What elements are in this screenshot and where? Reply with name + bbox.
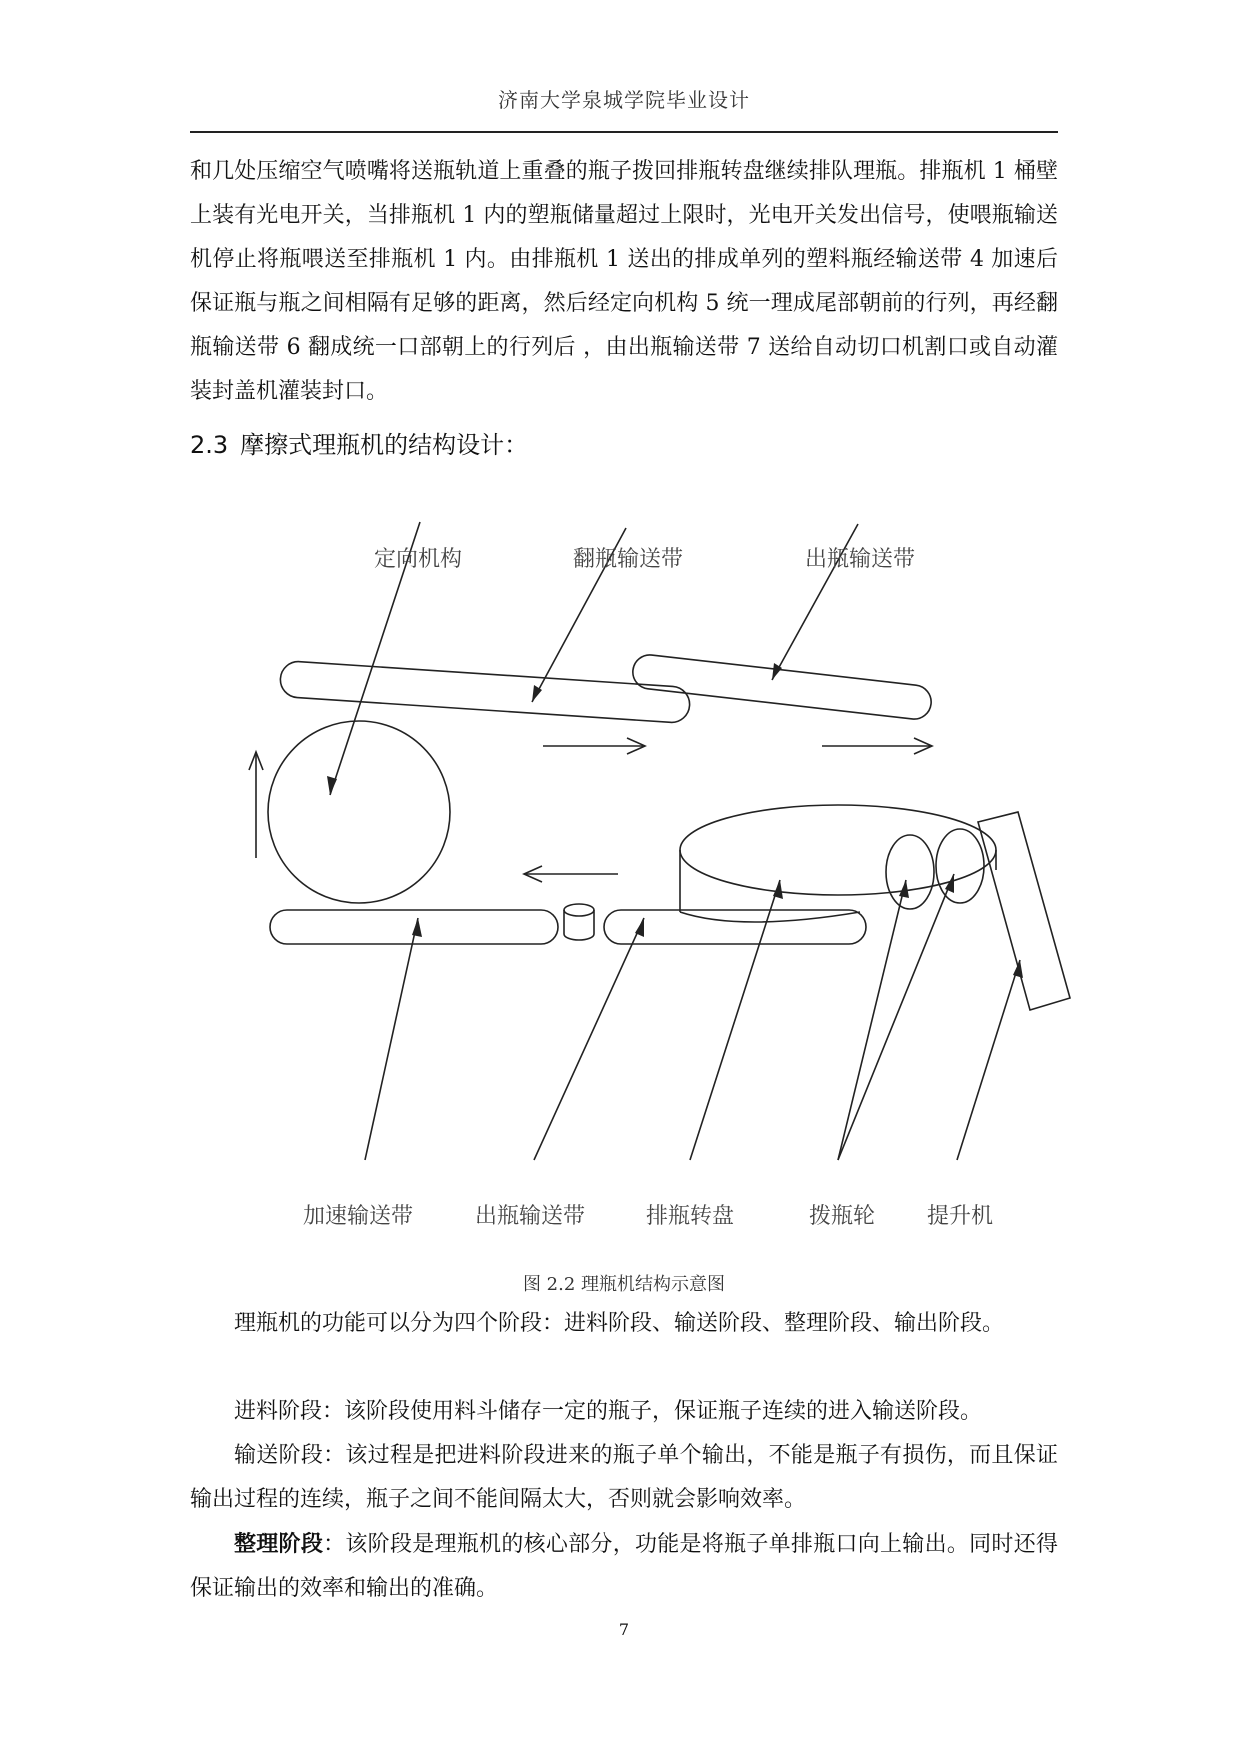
paragraph-feed-stage: 进料阶段：该阶段使用料斗储存一定的瓶子，保证瓶子连续的进入输送阶段。 [234, 1399, 983, 1424]
direction-arrow-up [249, 752, 263, 858]
paragraph-convey-stage: 输送阶段：该过程是把进料阶段进来的瓶子单个输出，不能是瓶子有损伤，而且保证输出过程的连续，瓶子之间不能间隔太大，否则就会影响效率。 [190, 1443, 1058, 1512]
leader-line-dial-wheel-1 [838, 880, 906, 1160]
figure-caption: 图 2.2 理瓶机结构示意图 [522, 1274, 726, 1295]
arrowhead-accel [412, 918, 422, 937]
label-lifter: 提升机 [926, 1204, 994, 1229]
leader-line-output-bottom [534, 918, 644, 1160]
direction-arrow-right-1 [543, 738, 645, 754]
arrange-stage-term: 整理阶段 [234, 1531, 324, 1557]
bottle-shape [564, 904, 594, 940]
arrowhead-lifter [1013, 960, 1023, 978]
leader-line-lifter [957, 960, 1020, 1160]
label-dial-wheel: 拨瓶轮 [808, 1204, 876, 1229]
lifter-shape [978, 812, 1070, 1010]
direction-arrow-right-2 [822, 738, 932, 754]
arrowhead-dial-wheel-1 [899, 880, 909, 898]
paragraph-arrange-stage [190, 1522, 1058, 1611]
leader-line-dial-wheel-2 [838, 874, 954, 1160]
label-output-conveyor-bottom: 出瓶输送带 [474, 1204, 586, 1229]
orientation-mechanism-shape [268, 721, 450, 903]
label-orientation: 定向机构 [373, 547, 463, 572]
label-turntable: 排瓶转盘 [645, 1204, 735, 1229]
page-header-title: 济南大学泉城学院毕业设计 [498, 88, 750, 112]
paragraph-stages: 理瓶机的功能可以分为四个阶段：进料阶段、输送阶段、整理阶段、输出阶段。 [234, 1311, 1005, 1336]
page-number: 7 [618, 1620, 630, 1639]
direction-arrow-left [524, 866, 618, 882]
flip-conveyor-shape [279, 660, 690, 723]
arrowhead-orientation [327, 776, 337, 795]
label-flip-conveyor: 翻瓶输送带 [572, 547, 684, 572]
turntable-shape [680, 805, 996, 922]
leader-line-accel [365, 918, 418, 1160]
arrowhead-turntable [773, 880, 783, 899]
dial-wheel-1-shape [886, 835, 934, 909]
intro-paragraph: 和几处压缩空气喷嘴将送瓶轨道上重叠的瓶子拨回排瓶转盘继续排队理瓶。排瓶机 1 桶壁上装有光电开关，当排瓶机 1 内的塑瓶储量超过上限时，光电开关发出信号，使喂瓶输送机停止将瓶喂送至排瓶机 1 内。由排瓶机 1 送出的排成单列的塑料瓶经输送带 4 加速后保证瓶与瓶之间相隔有足够的距离，然后经定向机构 5 统一理成尾部朝前的行列，再经翻瓶输送带 6 翻成统一口部朝上的行列后 ，由出瓶输送带 7 送给自动切口机割口或自动灌装封盖机灌装封口。 [190, 159, 1058, 404]
label-accel-conveyor: 加速输送带 [302, 1204, 414, 1229]
dial-wheel-2-shape [936, 829, 984, 903]
section-heading-text: 摩擦式理瓶机的结构设计： [240, 431, 529, 459]
label-output-conveyor-top: 出瓶输送带 [804, 547, 916, 572]
section-heading-number: 2.3 [190, 431, 229, 459]
arrange-stage-text: ：该阶段是理瓶机的核心部分，功能是将瓶子单排瓶口向上输出。同时还得保证输出的效率和输出的准确。 [190, 1532, 1058, 1601]
